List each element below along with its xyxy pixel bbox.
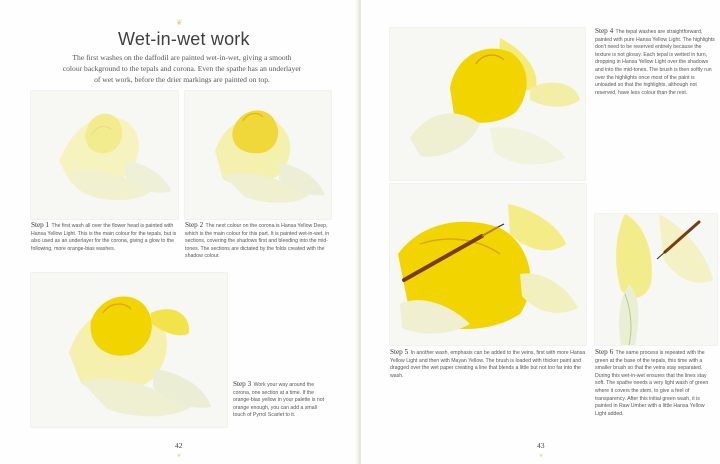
step-5-photo (390, 184, 586, 345)
intro-paragraph: The first washes on the daffodil are painted wet-in-wet, giving a smooth colour background to the tepals and corona. Even the spathe has an underlayer of wet work, before the drier markings are painted on top. (62, 53, 302, 84)
page-number-right: 43 (537, 441, 545, 450)
step-4-caption (595, 28, 717, 97)
step-1-caption (31, 222, 181, 253)
step-6-caption (595, 349, 717, 418)
step-5-label: Step 5 (390, 348, 409, 356)
step-3-label: Step 3 (233, 380, 252, 388)
title-ornament-icon: ❦ (176, 18, 183, 27)
step-5-text: In another wash, emphasis can be added to the veins, first with more Hansa Yellow Light and then with Mayan Yellow. The brush is loaded with thicker paint and dragged over the wet paper creating a line that blends a little but not too far into the wash. (390, 350, 586, 379)
step-3-photo (31, 273, 227, 427)
right-page (361, 0, 720, 464)
step-1-label: Step 1 (31, 221, 50, 229)
step-5-caption (390, 349, 586, 380)
step-1-photo (31, 91, 178, 219)
step-1-text: The first wash all over the flower head is painted with Hansa Yellow Light. This is the main colour for the tepals, but is also used as an underlayer for the corona, giving a glow to the following, more orange-bias washes. (31, 223, 177, 252)
left-page (0, 0, 359, 464)
step-4-photo (390, 28, 585, 180)
step-3-text: Work your way around the corona, one section at a time. If the orange-bias yellow in your palette is not orange enough, you can add a small touch of Pyrrol Scarlet to it. (233, 382, 325, 419)
step-4-text: The tepal washes are straightforward, painted with pure Hansa Yellow Light. The highlights don't need to be reserved entirely because the texture is not glossy. Each tepal is wetted in turn, dropping in Hansa Yellow Light over the shadows and into the mid-tones. The brush is then softly run over the highlights once most of the paint is unloaded so that the highlights, although not reserved, have less colour than the rest. (595, 29, 715, 96)
step-3-caption (233, 381, 331, 420)
step-2-label: Step 2 (185, 221, 204, 229)
step-4-label: Step 4 (595, 27, 614, 35)
page-title: Wet-in-wet work (118, 29, 250, 49)
folio-ornament-right-icon: ❦ (539, 453, 544, 459)
step-2-caption (185, 222, 335, 261)
folio-ornament-left-icon: ❦ (177, 453, 182, 459)
page-number-left: 42 (175, 441, 183, 450)
step-6-label: Step 6 (595, 348, 614, 356)
step-6-photo (595, 214, 717, 345)
step-2-photo (185, 91, 331, 219)
step-2-text: The next colour on the corona is Hansa Yellow Deep, which is the main colour for this part. It is painted wet-in-wet, in sections, covering the shadows first and bleeding into the mid-tones. The sections are dictated by the folds created with the shadow colour. (185, 223, 330, 260)
step-6-text: The same process is repeated with the green at the base of the tepals, this time with a smaller brush so that the veins stay separated. During this wet-in-wet ensures that the lines stay soft. The spathe needs a very light wash of green where it covers the stem, to give a feel of transparency. After this initial green wash, it is painted in Raw Umber with a little Hansa Yellow Light added. (595, 350, 709, 417)
